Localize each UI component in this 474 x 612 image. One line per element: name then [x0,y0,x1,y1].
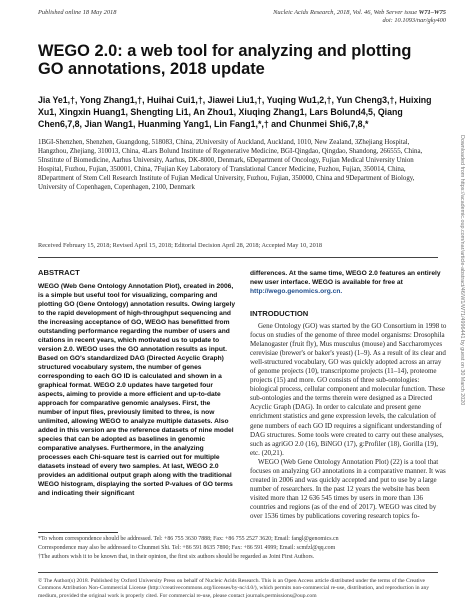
introduction-heading: INTRODUCTION [250,309,309,318]
download-watermark-text: Downloaded from https://academic.oup.com/nar/article-abstract/46/W1/W71/4996441 by guest on 30 March 2020 [459,135,465,406]
publication-history: Received February 15, 2018; Revised April 15, 2018; Editorial Decision April 28, 2018; Accepted May 10, 2018 [38,242,323,249]
download-watermark [458,135,466,555]
abstract-heading: ABSTRACT [38,268,80,277]
copyright-notice: © The Author(s) 2018. Published by Oxford University Press on behalf of Nucleic Acids Research. This is an Open Access article distributed under the terms of the Creative Commons Attribution Non-Commercial License (http://creativecommons.org/licenses/by-nc/4.0/), which permits non-commercial re-use, distribution, and reproduction in any medium, provided the original work is properly cited. For commercial re-use, please contact journals.permissions@oup.com [38,578,430,599]
publication-date: Published online 18 May 2018 [38,9,117,16]
wego-url-link[interactable]: http://wego.genomics.org.cn. [250,288,343,296]
introduction-paragraph-1: Gene Ontology (GO) was started by the GO Consortium in 1998 to focus on studies of the genome of three model organisms: Drosophila Melanogaster (fruit fly), Mus musculus (mouse) and Saccharomyces cerevisiae (brewer's or baker's yeast) (1–9). As a result of its clear and well-structured vocabulary, GO was quickly adopted across an array of genome projects (10), transcriptome projects (11–14), proteome projects (15) and more. GO consists of three sub-ontologies: biological process, cellular component and molecular function. These sub-ontologies and the terms therein were designed as a Directed Acyclic Graph (DAG). In order to calculate and present gene enrichment statistics and gene expression levels, the calculation of gene numbers of each GO ID requires a significant understanding of DAG structures. Some tools were created to carry out these analyses, such as agriGO 2.0 (16), BiNGO (17), g:Profiler (18), Gorilla (19), etc. (20,21). [250,322,447,457]
footnote-divider [38,532,118,533]
section-divider [38,257,438,258]
footnote-correspondence-2: Correspondence may also be addressed to Chunmei Shi. Tel: +86 591 8635 7890; Fax: +86 591 4999; Email: scmfzl@qq.com [38,545,336,551]
affiliations: 1BGI-Shenzhen, Shenzhen, Guangdong, 518083, China, 2University of Auckland, Auckland, 1010, New Zealand, 3Zhejiang Hospital, Hangzhou, Zhejiang, 310013, China, 4Lars Bolund Institute of Regenerative Medicine, BGI-Qingdao, Qingdao, Shandong, 266555, China, 5Institute of Biomedicine, Aarhus University, Aarhus, DK-8000, Denmark, 6Department of Oncology, Fujian Medical University Union Hospital, Fuzhou, Fujian, 350001, China, 7Fujian Key Laboratory of Translational Cancer Medicine, Fuzhou, Fujian, 350014, China, 8Department of Stem Cell Research Institute of Fujian Medical University, Fuzhou, Fujian, 350000, China and 9Department of Biology, University of Copenhagen, Copenhagen, 2100, Denmark [38,139,423,191]
introduction-paragraph-2: WEGO (Web Gene Ontology Annotation Plot) (22) is a tool that focuses on analyzing GO annotations in a comparative manner. It was created in 2006 and was quickly accepted and put to use by a large number of researchers. In the past 12 years the website has been visited more than 12 636 545 times by users in more than 136 countries and regions (as of the end of 2017). WEGO was cited by over 1536 times by publications covering research topics fo- [250,457,446,520]
footnote-joint-authors: †The authors wish it to be known that, in their opinion, the first six authors should be regarded as Joint First Authors. [38,554,315,560]
journal-citation: Nucleic Acids Research, 2018, Vol. 46, Web Server issue [273,9,418,16]
abstract-continued [250,269,447,296]
introduction-body [250,322,447,521]
paper-title: WEGO 2.0: a web tool for analyzing and plotting GO annotations, 2018 update [38,42,412,78]
abstract-continued-text: differences. At the same time, WEGO 2.0 features an entirely new user interface. WEGO is available for free at [250,270,441,287]
author-list: Jia Ye1,†, Yong Zhang1,†, Huihai Cui1,†, Jiawei Liu1,†, Yuqing Wu1,2,†, Yun Cheng3,†, Huixing Xu1, Xingxin Huang1, Shengting Li1, An Zhou1, Xiuqing Zhang1, Lars Bolund4,5, Qiang Chen6,7,8, Jian Wang1, Huanming Yang1, Lin Fang1,*,† and Chunmei Shi6,7,8,* [38,95,432,129]
abstract-body: WEGO (Web Gene Ontology Annotation Plot), created in 2006, is a simple but useful tool for visualizing, comparing and plotting GO (Gene Ontology) annotation results. Owing largely to the rapid development of high-throughput sequencing and the increasing acceptance of GO, WEGO has benefitted from outstanding performance regarding the number of users and citations in recent years, which motivated us to update to version 2.0. WEGO uses the GO annotation results as input. Based on GO's standardized DAG (Directed Acyclic Graph) structured vocabulary system, the number of genes corresponding to each GO ID is calculated and shown in a graphical format. WEGO 2.0 updates have targeted four aspects, aiming to provide a more efficient and up-to-date approach for comparative genomic analyses. First, the number of input files, previously limited to three, is now unlimited, allowing WEGO to analyze multiple datasets. Also added in this version are the reference datasets of nine model species that can be adopted as baselines in genomic comparative analyses. Furthermore, in the analyzing processes each Chi-square test is carried out for multiple datasets instead of every two samples. At last, WEGO 2.0 provides an additional output graph along with the traditional WEGO histogram, displaying the sorted P-values of GO terms and indicating their significant [38,283,236,498]
footnote-correspondence: *To whom correspondence should be addressed. Tel: +86 755 3630 7888; Fax: +86 755 2527 3620; Email: fangl@genomics.cn [38,536,339,542]
page-range: W71–W75 [418,9,446,16]
copyright-divider [38,572,438,573]
doi: doi: 10.1093/nar/gky400 [382,17,446,24]
journal-header [273,9,446,25]
